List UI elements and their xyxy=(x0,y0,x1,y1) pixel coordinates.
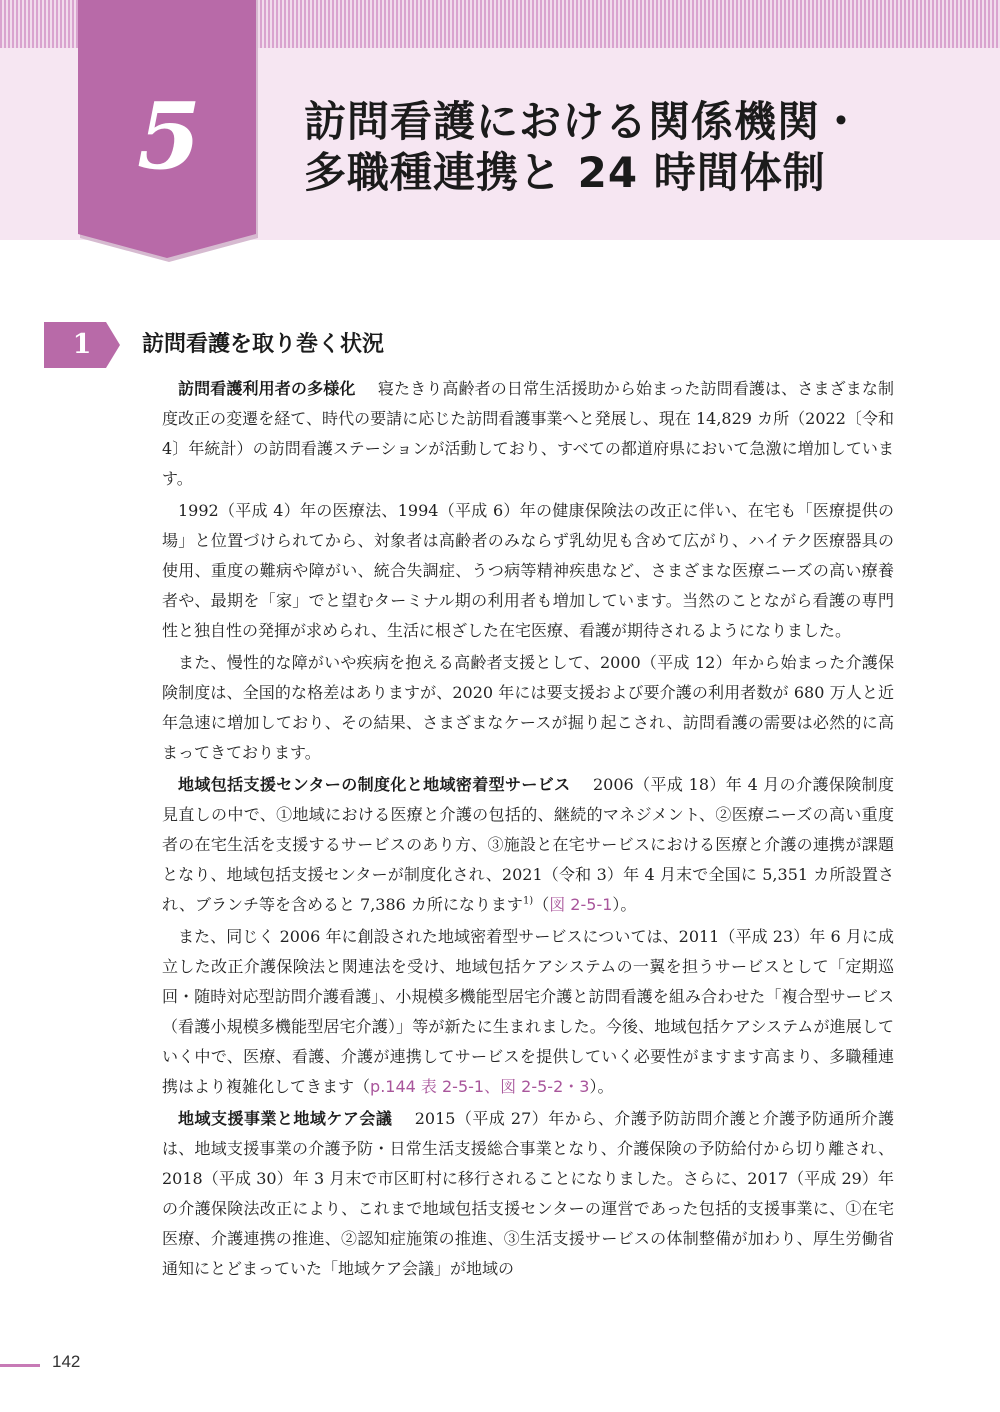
page-number: 142 xyxy=(52,1352,81,1371)
figure-ref-2-5-1[interactable]: 図 2-5-1 xyxy=(549,895,613,914)
paragraph-1-lead: 訪問看護利用者の多様化 xyxy=(178,379,356,398)
paragraph-6-lead: 地域支援事業と地域ケア会議 xyxy=(178,1109,393,1128)
section-title: 訪問看護を取り巻く状況 xyxy=(142,332,385,357)
paragraph-6 xyxy=(162,1104,894,1284)
paragraph-5 xyxy=(162,922,894,1102)
paragraph-3: また、慢性的な障がいや疾病を抱える高齢者支援として、2000（平成 12）年から始まった介護保険制度は、全国的な格差はありますが、2020 年には要支援および要介護の利用者数が 680 万人と近年急速に増加しており、その結果、さまざまなケースが掘り起こされ、訪問看護の需要は必然的に高まってきております。 xyxy=(162,653,894,762)
chapter-title xyxy=(304,96,984,198)
paragraph-1-text: 寝たきり高齢者の日常生活援助から始まった訪問看護は、さまざまな制度改正の変遷を経て、時代の要請に応じた訪問看護事業へと発展し、現在 14,829 カ所（2022〔令和 4〕年統計）の訪問看護ステーションが活動しており、すべての都道府県において急激に増加しています。 xyxy=(162,379,894,488)
paragraph-5-text: また、同じく 2006 年に創設された地域密着型サービスについては、2011（平成 23）年 6 月に成立した改正介護保険法と関連法を受け、地域包括ケアシステムの一翼を担うサービスとして「定期巡回・随時対応型訪問介護看護」、小規模多機能型居宅介護と訪問看護を組み合わせた「複合型サービス（看護小規模多機能型居宅介護）」等が新たに生まれました。今後、地域包括ケアシステムが進展していく中で、医療、看護、介護が連携してサービスを提供していく必要性がますます高まり、多職種連携はより複雑化してきます xyxy=(162,927,894,1096)
paragraph-4-ref-open: （ xyxy=(533,895,550,914)
chapter-number: 5 xyxy=(136,82,201,190)
section-number: 1 xyxy=(72,329,92,360)
paragraph-5-ref-close: ）。 xyxy=(589,1077,614,1096)
paragraph-1 xyxy=(162,374,894,494)
paragraph-5-ref-open: （ xyxy=(354,1077,371,1096)
paragraph-4-ref-close: ）。 xyxy=(612,895,637,914)
body-text xyxy=(162,374,894,1286)
chapter-title-line2: 多職種連携と 24 時間体制 xyxy=(304,148,826,198)
paragraph-4-lead: 地域包括支援センターの制度化と地域密着型サービス xyxy=(178,775,571,794)
paragraph-6-text: 2015（平成 27）年から、介護予防訪問介護と介護予防通所介護は、地域支援事業の介護予防・日常生活支援総合事業となり、介護保険の予防給付から切り離され、2018（平成 30）年 3 月末で市区町村に移行されることになりました。さらに、2017（平成 29）年の介護保険法改正により、これまで地域包括支援センターの運営であった包括的支援事業に、①在宅医療、介護連携の推進、②認知症施策の推進、③生活支援サービスの体制整備が加わり、厚生労働省通知にとどまっていた「地域ケア会議」が地域の xyxy=(162,1109,894,1278)
table-figure-ref[interactable]: p.144 表 2-5-1、図 2-5-2・3 xyxy=(370,1077,590,1096)
footnote-ref[interactable]: 1) xyxy=(522,895,534,907)
paragraph-4 xyxy=(162,770,894,920)
paragraph-4-text: 2006（平成 18）年 4 月の介護保険制度見直しの中で、①地域における医療と介護の包括的、継続的マネジメント、②医療ニーズの高い重度者の在宅生活を支援するサービスのあり方、③施設と在宅サービスにおける医療と介護の連携が課題となり、地域包括支援センターが制度化され、2021（令和 3）年 4 月末で全国に 5,351 カ所設置され、ブランチ等を含めると 7,386 カ所になります xyxy=(162,775,894,914)
footer-bar xyxy=(0,1364,40,1367)
paragraph-2: 1992（平成 4）年の医療法、1994（平成 6）年の健康保険法の改正に伴い、在宅も「医療提供の場」と位置づけられてから、対象者は高齢者のみならず乳幼児も含めて広がり、ハイテク医療器具の使用、重度の難病や障がい、統合失調症、うつ病等精神疾患など、さまざまな医療ニーズの高い療養者や、最期を「家」でと望むターミナル期の利用者も増加しています。当然のことながら看護の専門性と独自性の発揮が求められ、生活に根ざした在宅医療、看護が期待されるようになりました。 xyxy=(162,501,894,640)
chapter-title-line1: 訪問看護における関係機関・ xyxy=(304,97,864,146)
